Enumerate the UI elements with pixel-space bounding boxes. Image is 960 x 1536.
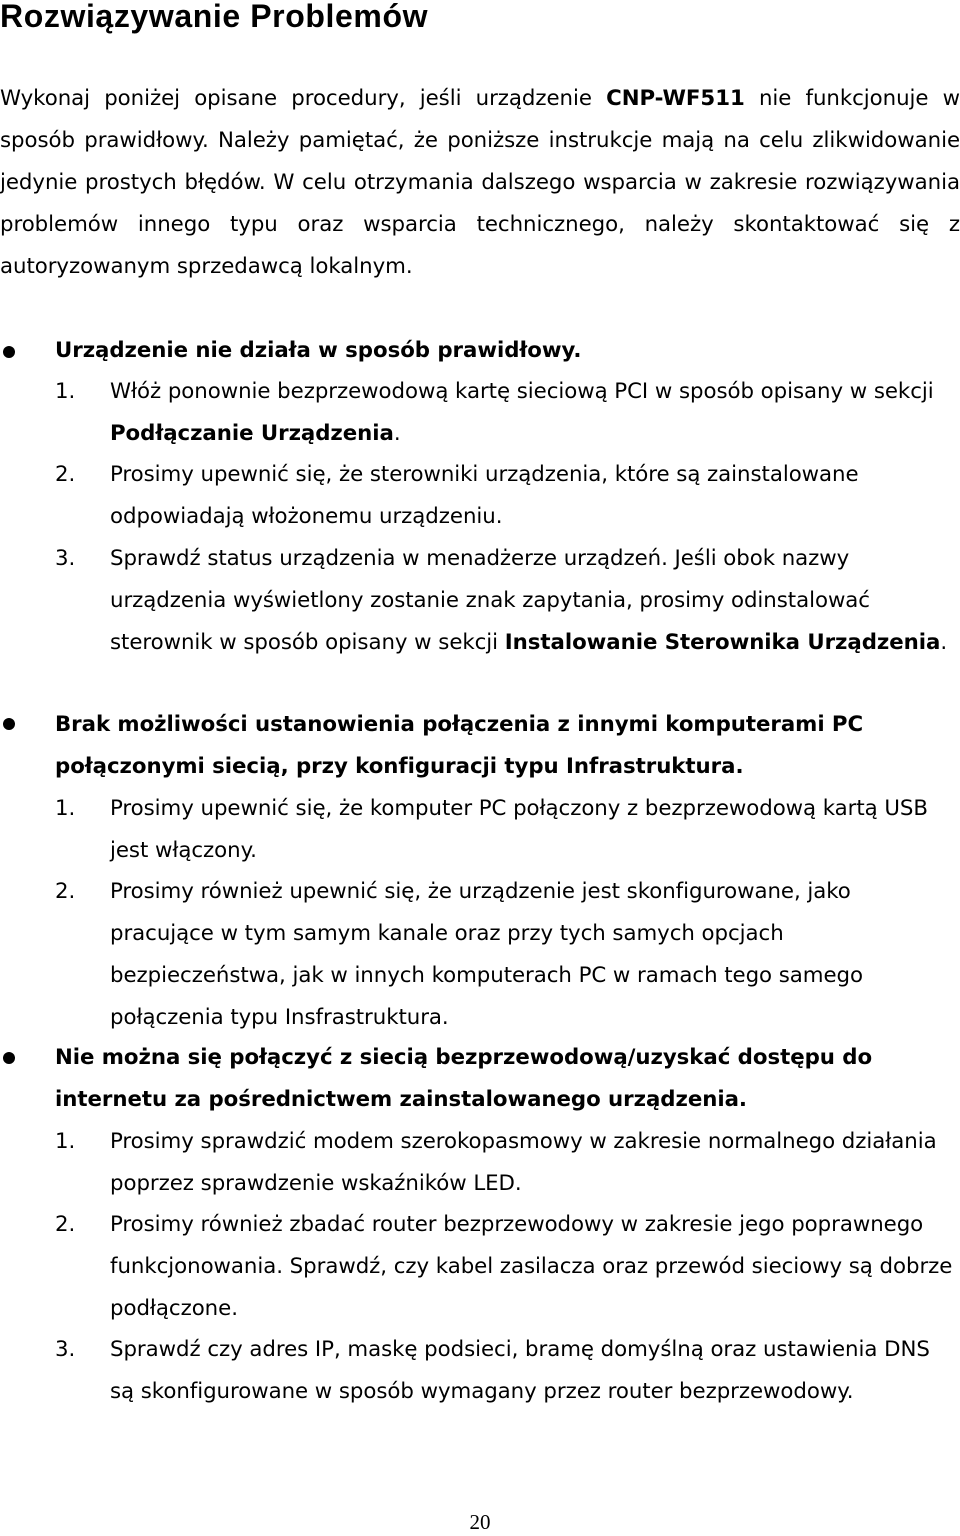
list-item-text-start: Włóż ponownie bezprzewodową kartę sieciową PCI w sposób opisany w sekcji	[110, 379, 934, 404]
list-item-text-start: Prosimy również upewnić się, że urządzenie jest skonfigurowane, jako pracujące w tym samym kanale oraz przy tych samych opcjach bezpieczeństwa, jak w innych komputerach PC w ramach tego samego połączenia typu Insfrastruktura.	[110, 879, 863, 1030]
list-item-text-end: .	[940, 630, 948, 655]
list-item-text	[110, 1329, 960, 1413]
section-reference: Podłączanie Urządzenia	[110, 421, 394, 446]
list-item-text-start: Prosimy również zbadać router bezprzewodowy w zakresie jego poprawnego funkcjonowania. Sprawdź, czy kabel zasilacza oraz przewód sieciowy są dobrze podłączone.	[110, 1212, 953, 1321]
section-heading-internet-access: Nie można się połączyć z siecią bezprzewodową/uzyskać dostępu do internetu za pośrednictwem zainstalowanego urządzenia.	[55, 1045, 873, 1112]
list-item-number: 2.	[55, 462, 76, 487]
list-item-text-end: .	[393, 421, 401, 446]
list-item-text	[110, 454, 960, 538]
list-item-text-start: Sprawdź czy adres IP, maskę podsieci, bramę domyślną oraz ustawienia DNS są skonfigurowane w sposób wymagany przez router bezprzewodowy.	[110, 1337, 930, 1404]
page-number: 20	[469, 1510, 491, 1534]
list-item-number: 2.	[55, 1212, 76, 1237]
intro-paragraph	[0, 78, 960, 288]
list-item-text	[110, 871, 960, 1039]
list-item-number: 1.	[55, 379, 76, 404]
list-item-text-start: Prosimy upewnić się, że sterowniki urządzenia, które są zainstalowane odpowiadają włożonemu urządzeniu.	[110, 462, 859, 529]
section-heading-infrastructure-connection: Brak możliwości ustanowienia połączenia z innymi komputerami PC połączonymi siecią, przy konfiguracji typu Infrastruktura.	[55, 712, 864, 779]
section-reference: Instalowanie Sterownika Urządzenia	[504, 630, 941, 655]
intro-text-end: nie funkcjonuje w sposób prawidłowy. Należy pamiętać, że poniższe instrukcje mają na celu zlikwidowanie jedynie prostych błędów. W celu otrzymania dalszego wsparcia w zakresie rozwiązywania problemów innego typu oraz wsparcia technicznego, należy skontaktować się z autoryzowanym sprzedawcą lokalnym.	[0, 86, 960, 279]
bullet-icon	[3, 1052, 15, 1064]
list-item-text-start: Prosimy upewnić się, że komputer PC połączony z bezprzewodową kartą USB jest włączony.	[110, 796, 928, 863]
list-item-number: 3.	[55, 546, 76, 571]
page-title: Rozwiązywanie Problemów	[0, 0, 429, 34]
device-model: CNP-WF511	[606, 86, 745, 111]
list-item-text	[110, 371, 960, 455]
bullet-icon	[3, 718, 15, 730]
list-item-text-start: Prosimy sprawdzić modem szerokopasmowy w zakresie normalnego działania poprzez sprawdzenie wskaźników LED.	[110, 1129, 937, 1196]
section-heading-device-malfunction: Urządzenie nie działa w sposób prawidłowy.	[55, 338, 582, 363]
list-item-text	[110, 1204, 960, 1330]
list-item-text	[110, 1121, 960, 1205]
bullet-icon	[3, 346, 15, 358]
list-item-text	[110, 538, 960, 664]
list-item-number: 1.	[55, 796, 76, 821]
list-item-text-start: Sprawdź status urządzenia w menadżerze urządzeń. Jeśli obok nazwy urządzenia wyświetlony zostanie znak zapytania, prosimy odinstalować sterownik w sposób opisany w sekcji	[110, 546, 870, 655]
list-item-number: 1.	[55, 1129, 76, 1154]
intro-text-start: Wykonaj poniżej opisane procedury, jeśli urządzenie	[0, 86, 607, 111]
list-item-number: 2.	[55, 879, 76, 904]
list-item-text	[110, 788, 960, 872]
list-item-number: 3.	[55, 1337, 76, 1362]
